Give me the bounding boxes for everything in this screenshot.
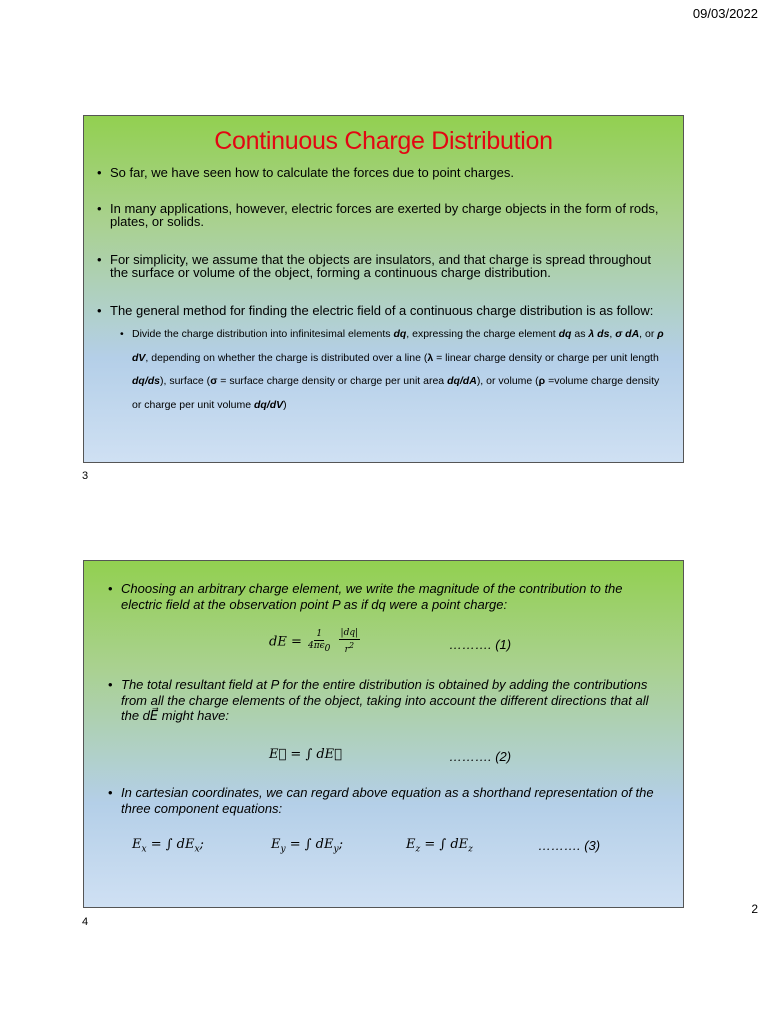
slide-number: 3 [82, 470, 89, 482]
page-number: 2 [751, 902, 758, 916]
slide-number: 4 [82, 916, 89, 928]
equation-3-ez: $E_z$ = ∫ $dE_z$ [406, 837, 473, 855]
equation-3-label: ………. (3) [538, 838, 601, 853]
page-date: 09/03/2022 [692, 6, 758, 21]
bullet-applications: • In many applications, however, electric forces are exerted by charge objects in the form of rods, plates, or solids. [84, 202, 683, 228]
equation-3-ex: $E_x$ = ∫ $dE_x$; [132, 837, 204, 855]
bullet-simplicity: • For simplicity, we assume that the objects are insulators, and that charge is spread throughout the surface or volume of the object, forming a continuous charge distribution. [84, 253, 683, 279]
bullet-general-method: • The general method for finding the electric field of a continuous charge distribution is as follow: [84, 304, 683, 317]
equation-1-label: ………. (1) [449, 637, 512, 652]
bullet-list [84, 166, 683, 417]
sub-bullet-divide-distribution: • Divide the charge distribution into infinitesimal elements dq, expressing the charge element dq as λ ds, σ dA, or ρ dV, depending on whether the charge is distributed over a line (λ = linear charge density or charge per unit length dq/ds), surface (σ = surface charge density or charge per unit area dq/dA), or volume (ρ =volume charge density or charge per unit volume dq/dV) [84, 323, 683, 417]
equation-3-ey: $E_y$ = ∫ $dE_y$; [271, 837, 343, 855]
bullet-cartesian-coordinates: • In cartesian coordinates, we can regard above equation as a shorthand representation of the three component equations: [84, 785, 683, 816]
slide-title: Continuous Charge Distribution [214, 127, 553, 155]
equation-2-label: ………. (2) [449, 749, 512, 764]
bullet-arbitrary-element: • Choosing an arbitrary charge element, we write the magnitude of the contribution to the electric field at the observation point P as if dq were a point charge: [84, 581, 683, 612]
bullet-total-resultant-field: • The total resultant field at P for the entire distribution is obtained by adding the contributions from all the charge elements of the object, taking into account the different directions that all the dE⃗ might have: [84, 677, 683, 724]
slide-electric-field-equations [83, 560, 684, 908]
equation-1: dE = $\frac{1}{4\pi\epsilon_0}$ $\frac{|dq|}{r^2}$ [269, 628, 359, 655]
bullet-point-charges: • So far, we have seen how to calculate the forces due to point charges. [84, 166, 683, 179]
equation-2: E⃗ = ∫ dE⃗ [269, 747, 342, 762]
fraction-dq-r2: $\frac{|dq|}{r^2}$ [340, 628, 359, 655]
slide-continuous-charge-distribution [83, 115, 684, 463]
fraction-coulomb: $\frac{1}{4\pi\epsilon_0}$ [307, 629, 331, 654]
